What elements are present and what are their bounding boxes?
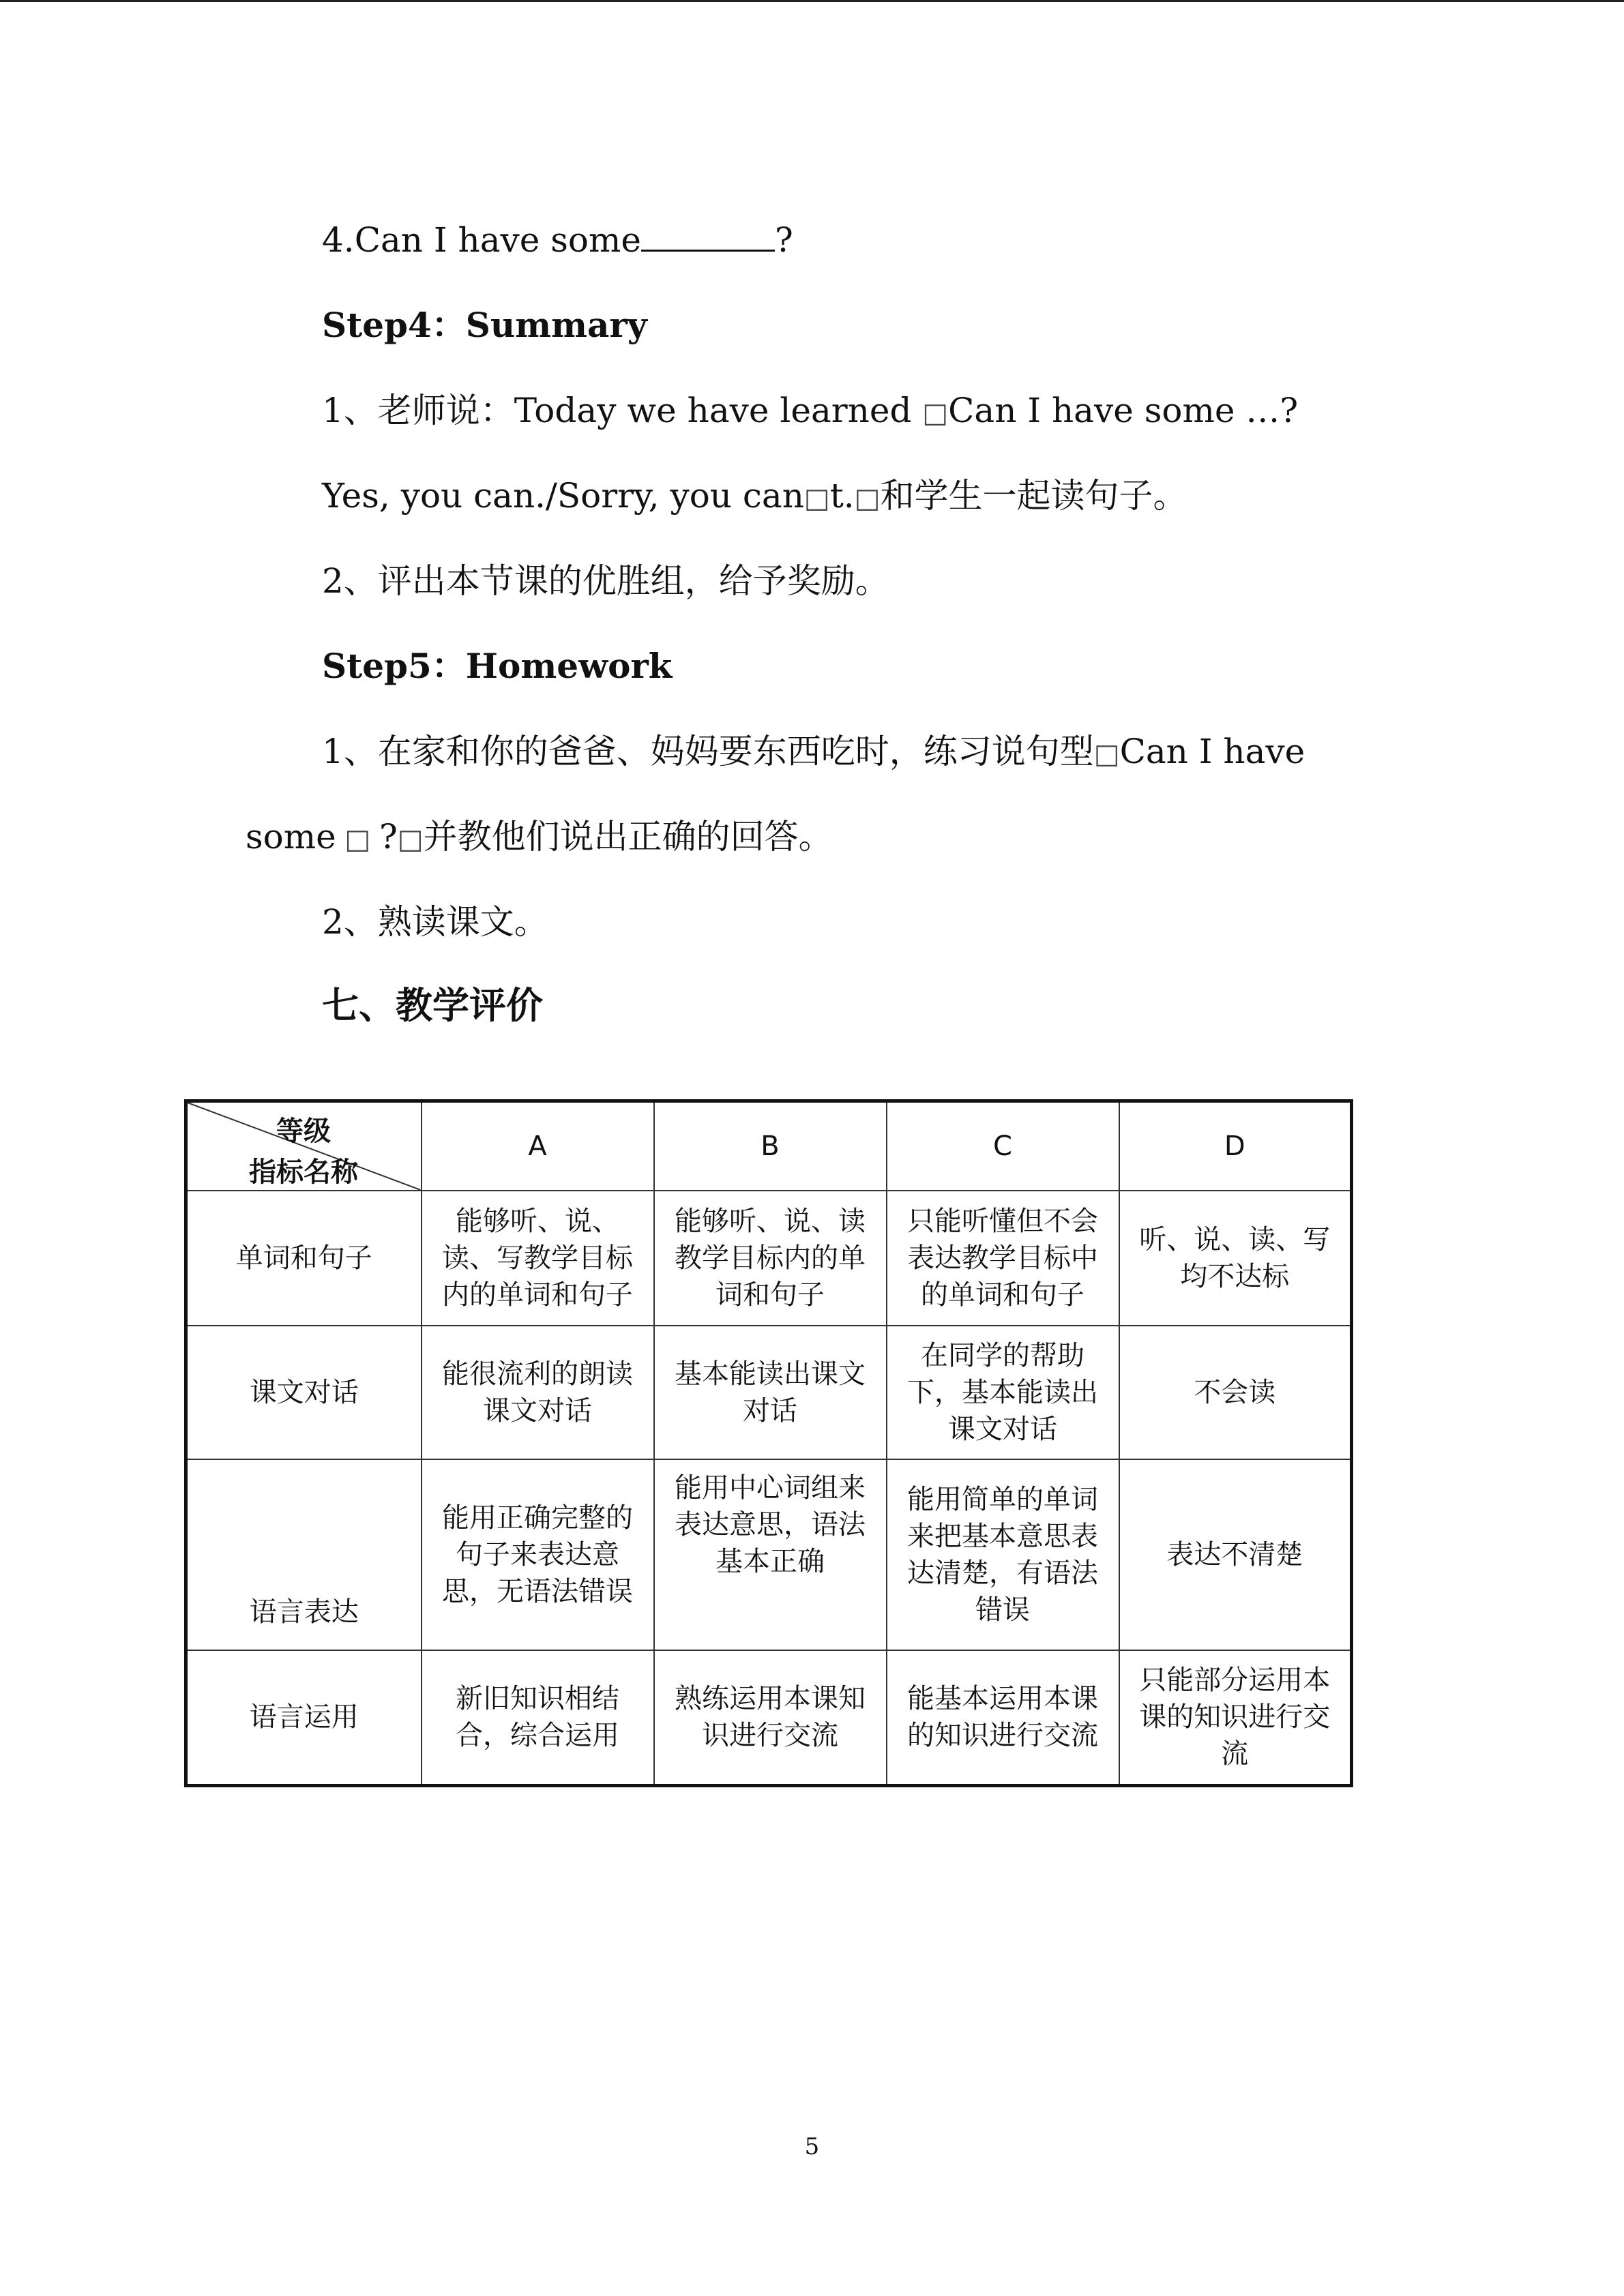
homework-line-1-cont bbox=[246, 815, 833, 861]
column-header: B bbox=[654, 1101, 887, 1191]
table-cell: 不会读 bbox=[1119, 1326, 1352, 1459]
section-heading-evaluation: 七、教学评价 bbox=[322, 984, 543, 1027]
table-header-row bbox=[186, 1101, 1352, 1191]
table-cell: 新旧知识相结合，综合运用 bbox=[422, 1650, 654, 1785]
row-name: 语言表达 bbox=[186, 1459, 422, 1650]
column-header: A bbox=[422, 1101, 654, 1191]
table-cell: 能够听、说、读教学目标内的单词和句子 bbox=[654, 1191, 887, 1326]
table-cell: 能用简单的单词来把基本意思表达清楚，有语法错误 bbox=[887, 1459, 1119, 1650]
summary-1-text-d: t. bbox=[829, 476, 855, 516]
row-name: 单词和句子 bbox=[186, 1191, 422, 1326]
homework-1-text-e: 并教他们说出正确的回答。 bbox=[423, 817, 833, 856]
table-row bbox=[186, 1326, 1352, 1459]
table-cell: 只能听懂但不会表达教学目标中的单词和句子 bbox=[887, 1191, 1119, 1326]
table-cell: 能很流利的朗读课文对话 bbox=[422, 1326, 654, 1459]
summary-1-text-c: Yes, you can./Sorry, you can bbox=[322, 476, 804, 516]
homework-1-text-c: some bbox=[246, 817, 336, 856]
table-cell: 能够听、说、读、写教学目标内的单词和句子 bbox=[422, 1191, 654, 1326]
header-indicator: 指标名称 bbox=[249, 1157, 358, 1188]
table-cell: 能用中心词组来表达意思，语法基本正确 bbox=[654, 1459, 887, 1650]
column-header: D bbox=[1119, 1101, 1352, 1191]
row-name: 语言运用 bbox=[186, 1650, 422, 1785]
table-cell: 熟练运用本课知识进行交流 bbox=[654, 1650, 887, 1785]
summary-1-text-e: 和学生一起读句子。 bbox=[880, 476, 1187, 516]
homework-1-text-a: 1、在家和你的爸爸、妈妈要东西吃时，练习说句型 bbox=[322, 732, 1094, 771]
homework-line-2: 2、熟读课文。 bbox=[322, 902, 548, 942]
summary-line-2: 2、评出本节课的优胜组，给予奖励。 bbox=[322, 561, 889, 601]
header-grade: 等级 bbox=[276, 1116, 331, 1147]
table-cell: 表达不清楚 bbox=[1119, 1459, 1352, 1650]
summary-1-text-b: Can I have some …? bbox=[948, 391, 1299, 430]
evaluation-table bbox=[184, 1099, 1353, 1787]
diagonal-header-cell bbox=[186, 1101, 422, 1191]
summary-line-1 bbox=[322, 389, 1298, 435]
table-cell: 只能部分运用本课的知识进行交流 bbox=[1119, 1650, 1352, 1785]
table-cell: 在同学的帮助下，基本能读出课文对话 bbox=[887, 1326, 1119, 1459]
missing-glyph-box: □ bbox=[397, 824, 424, 855]
table-cell: 听、说、读、写均不达标 bbox=[1119, 1191, 1352, 1326]
top-border bbox=[0, 0, 1624, 2]
missing-glyph-box: □ bbox=[803, 483, 830, 514]
question-4-mark: ? bbox=[775, 220, 793, 260]
summary-1-text-a: 1、老师说：Today we have learned bbox=[322, 391, 923, 430]
table-cell: 能用正确完整的句子来表达意思，无语法错误 bbox=[422, 1459, 654, 1650]
step5-heading: Step5：Homework bbox=[322, 646, 673, 686]
missing-glyph-box: □ bbox=[922, 398, 949, 429]
summary-line-1-cont bbox=[322, 474, 1187, 520]
missing-glyph-box: □ bbox=[854, 483, 881, 514]
table-row bbox=[186, 1459, 1352, 1650]
table-cell: 能基本运用本课的知识进行交流 bbox=[887, 1650, 1119, 1785]
table-row bbox=[186, 1650, 1352, 1785]
step4-heading: Step4：Summary bbox=[322, 305, 647, 345]
table-cell: 基本能读出课文对话 bbox=[654, 1326, 887, 1459]
question-4-text: 4.Can I have some bbox=[322, 220, 642, 260]
homework-1-text-b: Can I have bbox=[1119, 732, 1305, 771]
question-4 bbox=[322, 218, 793, 262]
fill-blank bbox=[641, 220, 775, 252]
row-name: 课文对话 bbox=[186, 1326, 422, 1459]
missing-glyph-box: □ bbox=[1093, 739, 1120, 770]
missing-glyph-box: □ bbox=[336, 824, 379, 855]
column-header: C bbox=[887, 1101, 1119, 1191]
homework-1-text-d: ? bbox=[379, 817, 398, 856]
page-number: 5 bbox=[804, 2133, 820, 2160]
table-row bbox=[186, 1191, 1352, 1326]
homework-line-1 bbox=[322, 730, 1305, 776]
